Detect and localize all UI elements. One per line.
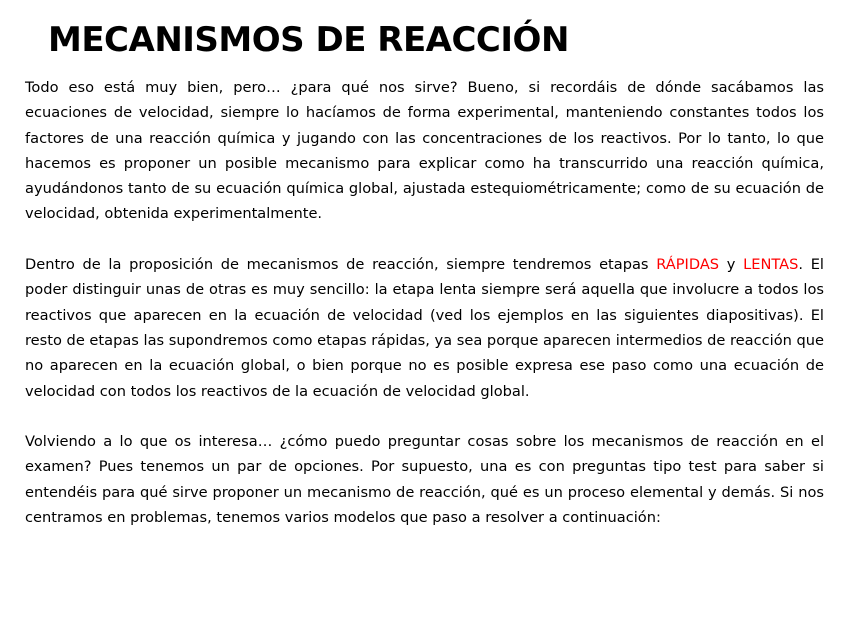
paragraph-stages-text-1: Dentro de la proposición de mecanismos de reacción, siempre tendremos etapas xyxy=(25,256,657,274)
paragraph-stages xyxy=(25,252,824,404)
highlight-rapidas: RÁPIDAS xyxy=(656,256,720,274)
paragraph-stages-text-2: y xyxy=(719,256,744,274)
slide-body xyxy=(25,75,824,530)
slide-title: MECANISMOS DE REACCIÓN xyxy=(48,20,569,60)
paragraph-intro: Todo eso está muy bien, pero… ¿para qué nos sirve? Bueno, si recordáis de dónde sacábamos las ecuaciones de velocidad, siempre lo hacíamos de forma experimental, manteniendo constantes todos los factores de una reacción química y jugando con las concentraciones de los reactivos. Por lo tanto, lo que hacemos es proponer un posible mecanismo para explicar como ha transcurrido una reacción química, ayudándonos tanto de su ecuación química global, ajustada estequiométricamente; como de su ecuación de velocidad, obtenida experimentalmente. xyxy=(25,79,824,223)
highlight-lentas: LENTAS xyxy=(743,256,799,274)
paragraph-exam: Volviendo a lo que os interesa… ¿cómo puedo preguntar cosas sobre los mecanismos de reacción en el examen? Pues tenemos un par de opciones. Por supuesto, una es con preguntas tipo test para saber si entendéis para qué sirve proponer un mecanismo de reacción, qué es un proceso elemental y demás. Si nos centramos en problemas, tenemos varios modelos que paso a resolver a continuación: xyxy=(25,433,824,527)
paragraph-stages-text-3: . El poder distinguir unas de otras es muy sencillo: la etapa lenta siempre será aquella que involucre a todos los reactivos que aparecen en la ecuación de velocidad (ved los ejemplos en las siguientes diapositivas). El resto de etapas las supondremos como etapas rápidas, ya sea porque aparecen intermedios de reacción que no aparecen en la ecuación global, o bien porque no es posible expresa ese paso como una ecuación de velocidad con todos los reactivos de la ecuación de velocidad global. xyxy=(25,256,825,400)
